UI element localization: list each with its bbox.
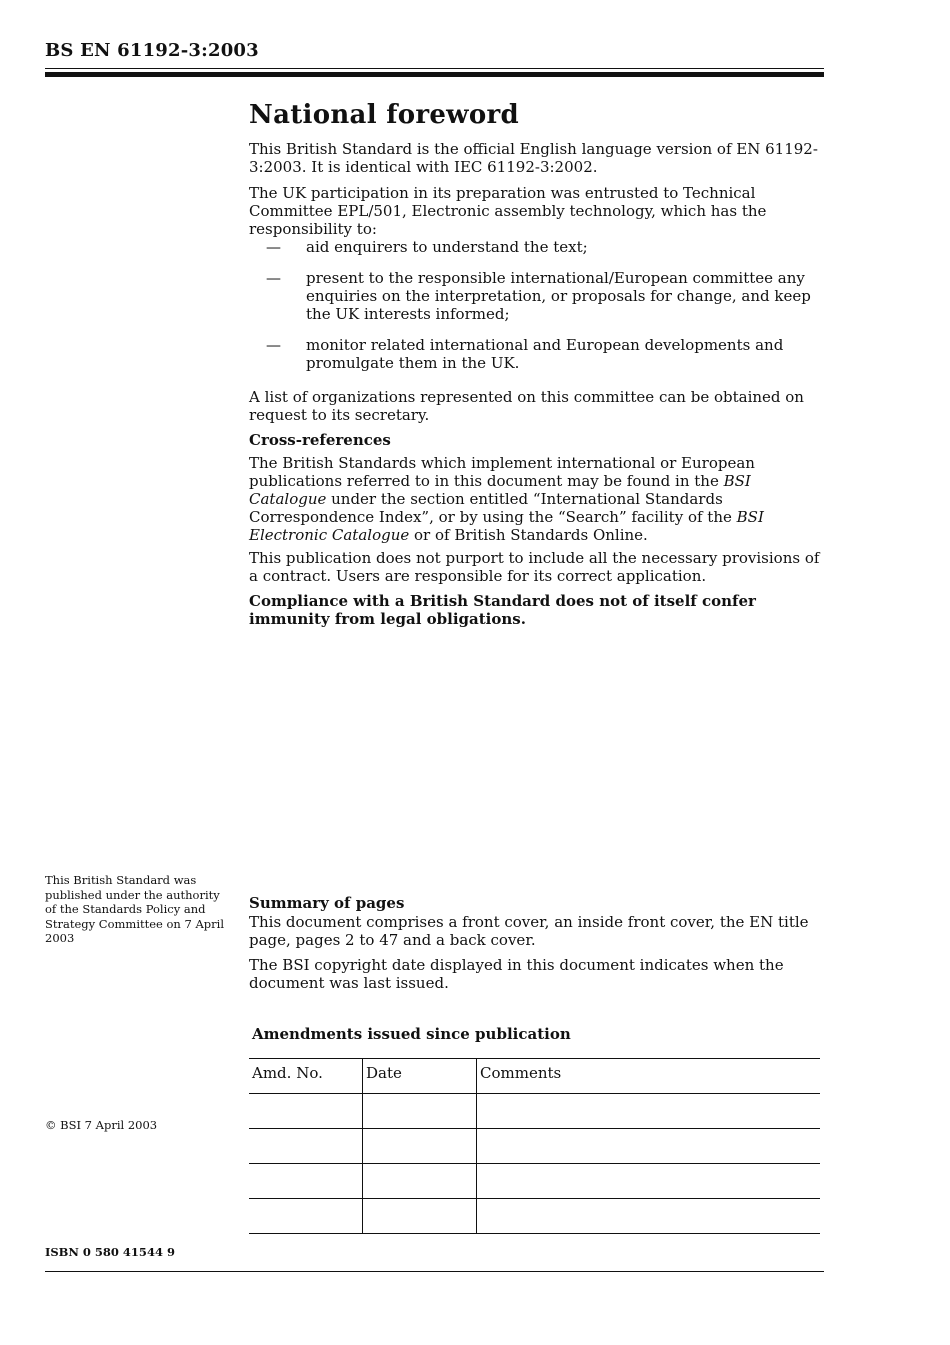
copyright-date-paragraph: The BSI copyright date displayed in this document indicates when the document was last issued. (249, 956, 784, 992)
provisions-paragraph: This publication does not purport to include all the necessary provisions of a contract. Users are responsible for its correct application. (249, 549, 820, 585)
bullet-dash: — (266, 336, 281, 354)
responsibility-list (249, 238, 824, 385)
list-item (249, 238, 824, 256)
xref-text-1: The British Standards which implement international or European publications referred to in this document may be found in the (249, 454, 755, 490)
participation-paragraph: The UK participation in its preparation was entrusted to Technical Committee EPL/501, Electronic assembly technology, which has the responsibility to: (249, 184, 767, 238)
table-row (249, 1094, 820, 1129)
copyright-notice: © BSI 7 April 2003 (45, 1118, 158, 1132)
intro-paragraph: This British Standard is the official English language version of EN 61192-3:2003. It is identical with IEC 61192-3:2002. (249, 140, 818, 176)
committee-list-paragraph: A list of organizations represented on this committee can be obtained on request to its secretary. (249, 388, 804, 424)
list-item-text: monitor related international and European developments and promulgate them in the UK. (306, 336, 784, 372)
document-code: BS EN 61192-3:2003 (45, 40, 259, 61)
bsi-electronic-catalogue-title: BSI Electronic Catalogue (249, 508, 764, 544)
table-row (249, 1129, 820, 1164)
table-cell (477, 1164, 821, 1199)
bsi-catalogue-title: BSI Catalogue (249, 472, 751, 508)
table-cell (363, 1164, 477, 1199)
table-cell (249, 1094, 363, 1129)
footer-rule (45, 1271, 824, 1272)
page-title: National foreword (249, 100, 519, 130)
column-header-comments: Comments (477, 1059, 821, 1094)
isbn: ISBN 0 580 41544 9 (45, 1245, 175, 1259)
table-cell (363, 1094, 477, 1129)
list-item (249, 336, 824, 372)
table-header-row (249, 1059, 820, 1094)
column-header-amd-no: Amd. No. (249, 1059, 363, 1094)
table-cell (249, 1199, 363, 1234)
table-cell (477, 1129, 821, 1164)
table-cell (363, 1129, 477, 1164)
table-cell (477, 1094, 821, 1129)
summary-paragraph: This document comprises a front cover, an inside front cover, the EN title page, pages 2 to 47 and a back cover. (249, 913, 809, 949)
table-row (249, 1164, 820, 1199)
table-row (249, 1199, 820, 1234)
table-cell (477, 1199, 821, 1234)
table-cell (249, 1129, 363, 1164)
publication-note: This British Standard was published under the authority of the Standards Policy and Strategy Committee on 7 April 2003 (45, 873, 224, 945)
amendments-table (249, 1058, 820, 1234)
summary-heading: Summary of pages (249, 894, 405, 912)
cross-references-heading: Cross-references (249, 431, 391, 449)
xref-text-3: or of British Standards Online. (409, 526, 648, 544)
list-item-text: present to the responsible international/European committee any enquiries on the interpretation, or proposals for change, and keep the UK interests informed; (306, 269, 811, 323)
table-cell (249, 1164, 363, 1199)
table-cell (363, 1199, 477, 1234)
bullet-dash: — (266, 238, 281, 256)
header-rule-thick (45, 72, 824, 77)
amendments-title: Amendments issued since publication (252, 1025, 571, 1043)
compliance-statement: Compliance with a British Standard does not of itself confer immunity from legal obligations. (249, 592, 756, 628)
column-header-date: Date (363, 1059, 477, 1094)
header-rule-thin (45, 68, 824, 69)
list-item (249, 269, 824, 323)
cross-references-paragraph (249, 454, 824, 544)
xref-text-2: under the section entitled “International Standards Correspondence Index”, or by using the “Search” facility of the (249, 490, 737, 526)
list-item-text: aid enquirers to understand the text; (306, 238, 588, 256)
bullet-dash: — (266, 269, 281, 287)
